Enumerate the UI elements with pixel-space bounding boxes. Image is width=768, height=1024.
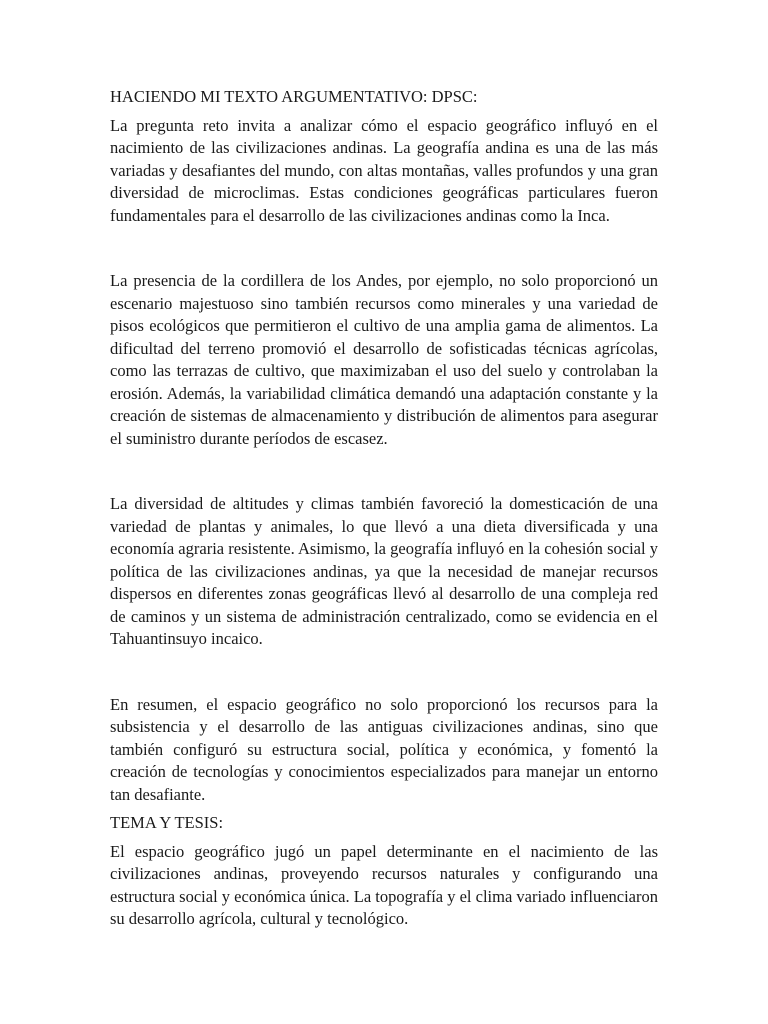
paragraph-spacer — [110, 450, 658, 493]
document-page — [110, 86, 658, 931]
paragraph-spacer — [110, 227, 658, 270]
paragraph-andes: La presencia de la cordillera de los Andes, por ejemplo, no solo proporcionó un escenario majestuoso sino también recursos como minerales y una variedad de pisos ecológicos que permitieron el cultivo de una amplia gama de alimentos. La dificultad del terreno promovió el desarrollo de sofisticadas técnicas agrícolas, como las terrazas de cultivo, que maximizaban el uso del suelo y controlaban la erosión. Además, la variabilidad climática demandó una adaptación constante y la creación de sistemas de almacenamiento y distribución de alimentos para asegurar el suministro durante períodos de escasez. — [110, 271, 658, 448]
section-heading-thesis: TEMA Y TESIS: — [110, 813, 224, 832]
paragraph-intro: La pregunta reto invita a analizar cómo el espacio geográfico influyó en el nacimiento de las civilizaciones andinas. La geografía andina es una de las más variadas y desafiantes del mundo, con altas montañas, valles profundos y una gran diversidad de microclimas. Estas condiciones geográficas particulares fueron fundamentales para el desarrollo de las civilizaciones andinas como la Inca. — [110, 115, 658, 225]
document-heading: HACIENDO MI TEXTO ARGUMENTATIVO: DPSC: — [110, 87, 478, 106]
paragraph-thesis: El espacio geográfico jugó un papel determinante en el nacimiento de las civilizaciones andinas, proveyendo recursos naturales y configurando una estructura social y económica única. La topografía y el clima variado influenciaron su desarrollo agrícola, cultural y tecnológico. — [110, 841, 658, 928]
paragraph-diversity: La diversidad de altitudes y climas también favoreció la domesticación de una variedad de plantas y animales, lo que llevó a una dieta diversificada y una economía agraria resistente. Asimismo, la geografía influyó en la cohesión social y política de las civilizaciones andinas, ya que la necesidad de manejar recursos dispersos en diferentes zonas geográficas llevó al desarrollo de una compleja red de caminos y un sistema de administración centralizado, como se evidencia en el Tahuantinsuyo incaico. — [110, 494, 658, 648]
paragraph-spacer — [110, 651, 658, 694]
paragraph-summary: En resumen, el espacio geográfico no solo proporcionó los recursos para la subsistencia y el desarrollo de las antiguas civilizaciones andinas, sino que también configuró su estructura social, política y económica, y fomentó la creación de tecnologías y conocimientos especializados para manejar un entorno tan desafiante. — [110, 694, 658, 804]
